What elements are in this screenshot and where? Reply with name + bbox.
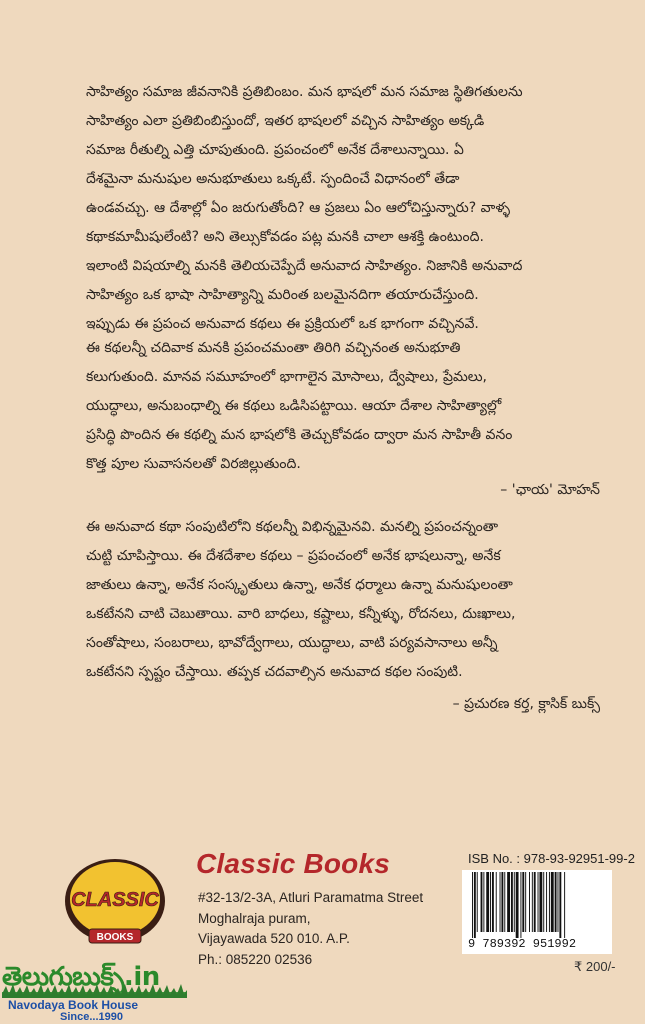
barcode-bar: [496, 872, 497, 932]
barcode-bar: [483, 872, 484, 932]
publisher-name: Classic Books: [196, 848, 391, 879]
paragraph-publisher-note: ఈ అనువాద కథా సంపుటిలోని కథలన్నీ విభిన్నమైనవి. మనల్ని ప్రపంచన్నంతా చుట్టి చూపిస్తాయి. ఈ దేశదేశాల కథలు – ప్రపంచంలో అనేక భాషలున్నా, అనేక జాతులు ఉన్నా, అనేక సంస్కృతులు ఉన్నా, అనేక ధర్మాలు ఉన్నా మనుషులంతా ఒకటేనని చాటి చెబుతాయి. వారి బాధలు, కష్టాలు, కన్నీళ్ళు, రోదనలు, దుఃఖాలు, సంతోషాలు, సంబరాలు, భావోద్వేగాలు, యుద్ధాలు, వాటి పర్యవసానాలు అన్నీ ఒకటేనని స్పష్టం చేస్తాయి. తప్పక చదవాల్సిన అనువాద కథల సంపుటి.: [86, 519, 516, 680]
barcode-bar: [481, 872, 483, 932]
barcode-bar: [546, 872, 547, 932]
publisher-address: [198, 888, 458, 970]
grass-decoration-icon: [2, 984, 187, 998]
barcode-bar: [492, 872, 494, 932]
barcode-bar: [538, 872, 539, 932]
barcode-bar: [472, 872, 473, 938]
barcode-bars: [462, 872, 612, 938]
barcode-bar: [529, 872, 530, 932]
barcode-bar: [516, 872, 519, 938]
barcode-bar: [511, 872, 513, 932]
barcode-digits: 9 789392 951992: [468, 937, 577, 951]
signature-author: – 'ఛాయ' మోహన్: [500, 482, 600, 498]
watermark-bookhouse: Navodaya Book House: [8, 998, 139, 1012]
paragraph-experience: ఈ కథలన్నీ చదివాక మనకి ప్రపంచమంతా తిరిగి వచ్చినంత అనుభూతి కలుగుతుంది. మానవ సమూహంలో భాగాలైన మోసాలు, ద్వేషాలు, ప్రేమలు, యుద్ధాలు, అనుబంధాల్ని ఈ కథలు ఒడిసిపట్టాయి. ఆయా దేశాల సాహిత్యాల్లో ప్రసిద్ధి పొందిన ఈ కథల్ని మన భాషలోకి తెచ్చుకోవడం ద్వారా మన సాహితీ వనం కొత్త పూల సువాసనలతో విరజిల్లుతుంది.: [86, 340, 513, 472]
signature-publisher: – ప్రచురణ కర్త, క్లాసిక్ బుక్స్: [452, 696, 600, 712]
barcode-bar: [486, 872, 489, 932]
barcode-bar: [522, 872, 524, 932]
barcode-bar: [500, 872, 501, 932]
phone-line: Ph.: 085220 02536: [198, 951, 313, 967]
address-line: #32-13/2-3A, Atluri Paramatma Street: [198, 890, 424, 905]
barcode-bar: [501, 872, 503, 932]
price-label: ₹ 200/-: [574, 959, 616, 974]
barcode-bar: [558, 872, 559, 932]
watermark-site: తెలుగుబుక్స్.in: [2, 962, 160, 992]
barcode-bar: [477, 872, 478, 932]
barcode-bar: [539, 872, 542, 932]
barcode-bar: [532, 872, 533, 932]
watermark-since: Since...1990: [60, 1011, 123, 1023]
barcode-bar: [504, 872, 505, 932]
address-line: Vijayawada 520 010. A.P.: [198, 931, 350, 946]
barcode-bar: [549, 872, 550, 932]
barcode-bar: [534, 872, 536, 932]
barcode-bar: [555, 872, 557, 932]
barcode-bar: [551, 872, 554, 932]
barcode-bar: [490, 872, 491, 932]
barcode-bar: [514, 872, 515, 932]
paragraph-intro: సాహిత్యం సమాజ జీవనానికి ప్రతిబింబం. మన భాషలో మన సమాజ స్థితిగతులను సాహిత్యం ఎలా ప్రతిబింబిస్తుందో, ఇతర భాషలలో వచ్చిన సాహిత్యం అక్కడి సమాజ రీతుల్ని ఎత్తి చూపుతుంది. ప్రపంచంలో అనేక దేశాలున్నాయి. ఏ దేశమైనా మనుషుల అనుభూతులు ఒక్కటే. స్పందించే విధానంలో తేడా ఉండవచ్చు. ఆ దేశాల్లో ఏం జరుగుతోంది? ఆ ప్రజలు ఏం ఆలోచిస్తున్నారు? వాళ్ళ కథాకమామీషులేంటి? అని తెల్సుకోవడం పట్ల మనకి చాలా ఆశక్తి ఉంటుంది. ఇలాంటి విషయాల్ని మనకి తెలియచెప్పేదే అనువాద సాహిత్యం. నిజానికి అనువాద సాహిత్యం ఒక భాషా సాహిత్యాన్ని మరింత బలమైనదిగా తయారుచేస్తుంది. ఇప్పుడు ఈ ప్రపంచ అనువాద కథలు ఈ ప్రక్రియలో ఒక భాగంగా వచ్చినవే.: [86, 84, 523, 332]
isbn-label: ISB No. : 978-93-92951-99-2: [468, 851, 635, 866]
barcode-bar: [543, 872, 544, 932]
barcode-bar: [564, 872, 565, 938]
logo-text-classic: CLASSIC: [71, 889, 159, 911]
barcode-bar: [507, 872, 510, 932]
logo-text-books: BOOKS: [96, 932, 134, 943]
classic-books-logo: [62, 855, 168, 951]
barcode-bar: [520, 872, 521, 938]
barcode-bar: [559, 872, 561, 938]
barcode-bar: [525, 872, 526, 932]
barcode-bar: [474, 872, 476, 938]
address-line: Moghalraja puram,: [198, 910, 311, 926]
